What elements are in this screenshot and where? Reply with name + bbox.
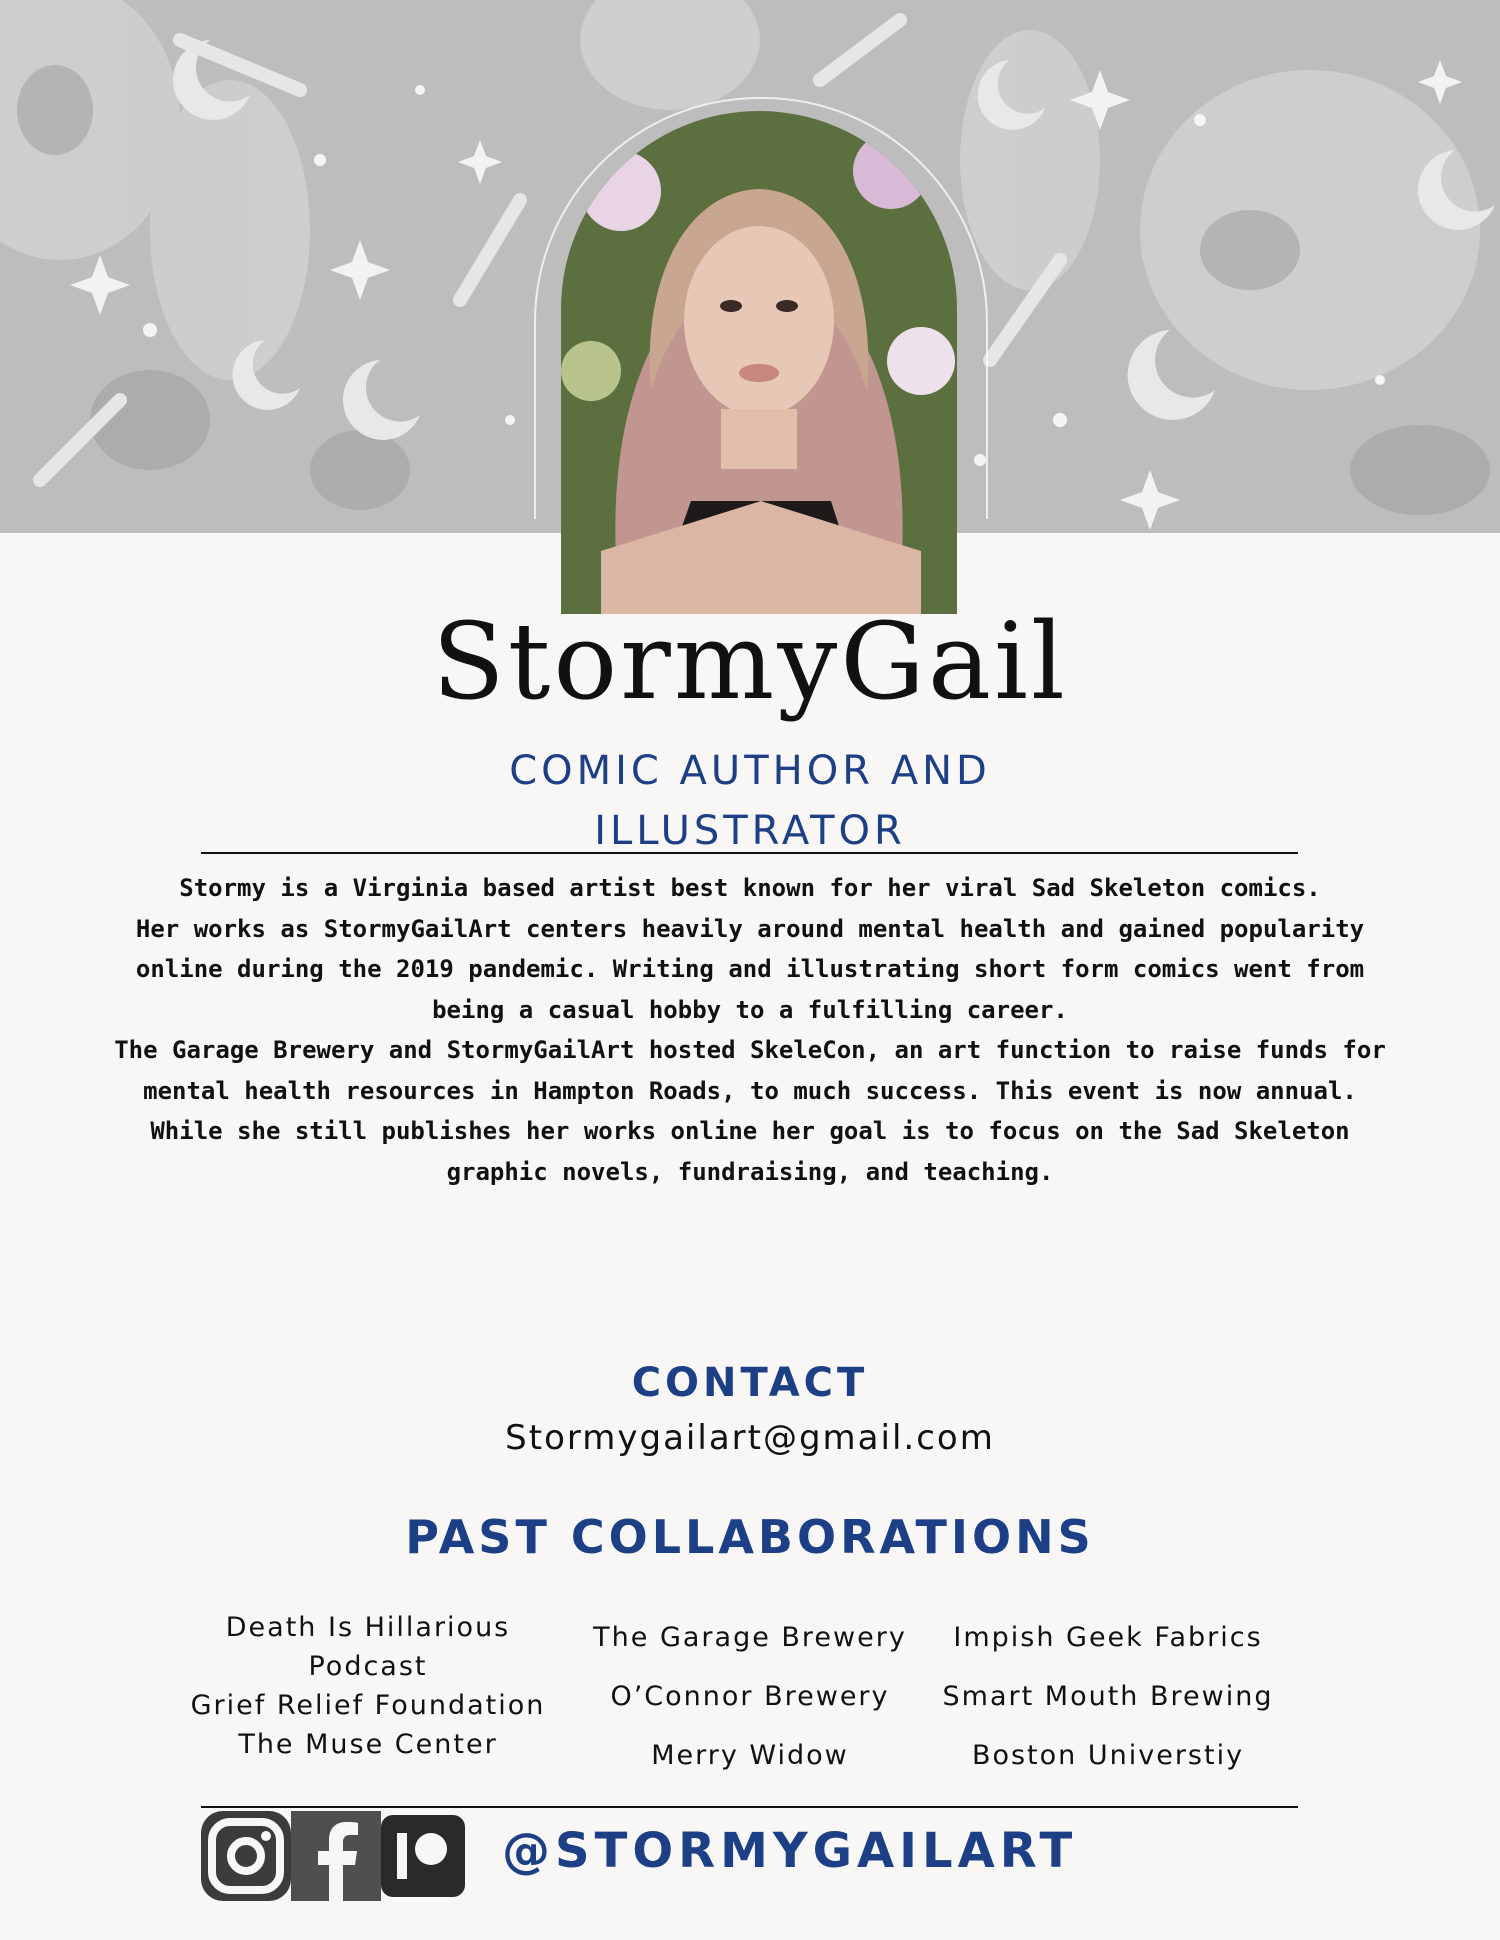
artist-title-line-2: ILLUSTRATOR	[594, 808, 906, 854]
social-handle[interactable]: @STORMYGAILART	[502, 1823, 1078, 1879]
facebook-icon[interactable]	[291, 1811, 381, 1901]
bio-paragraph: The Garage Brewery and StormyGailArt hosted SkeleCon, an art function to raise funds for mental health resources in Hampton Roads, to much success. This event is now annual.	[114, 1036, 1386, 1105]
collaborations-column-1	[168, 1608, 568, 1764]
collaboration-item: The Muse Center	[238, 1729, 498, 1760]
collaborations-column-3	[908, 1608, 1308, 1785]
artist-title-line-1: COMIC AUTHOR AND	[509, 748, 991, 794]
collaboration-item: The Garage Brewery	[593, 1622, 907, 1653]
collaboration-item: Boston Universtiy	[971, 1740, 1245, 1771]
contact-heading: CONTACT	[631, 1360, 869, 1406]
collaboration-item: Death Is Hillarious Podcast	[225, 1612, 511, 1682]
collaboration-item: Merry Widow	[651, 1740, 849, 1771]
divider-top	[201, 852, 1298, 854]
contact-email[interactable]: Stormygailart@gmail.com	[505, 1418, 995, 1458]
collaboration-item: O’Connor Brewery	[610, 1681, 890, 1712]
collaboration-item: Smart Mouth Brewing	[942, 1681, 1274, 1712]
divider-bottom	[201, 1806, 1298, 1808]
artist-name: StormyGail	[432, 600, 1068, 723]
artist-title	[0, 741, 1500, 861]
bio-paragraph: Her works as StormyGailArt centers heavily around mental health and gained popularity online during the 2019 pandemic. Writing and illustrating short form comics went from being a casual hobby to a fulfilling career.	[135, 914, 1365, 1024]
instagram-icon[interactable]	[201, 1811, 291, 1901]
bio-paragraph: Stormy is a Virginia based artist best known for her viral Sad Skeleton comics.	[179, 874, 1321, 902]
bio-text	[100, 868, 1400, 1192]
collaboration-item: Grief Relief Foundation	[190, 1690, 546, 1721]
patreon-icon[interactable]	[381, 1811, 467, 1901]
collaborations-column-2	[550, 1608, 950, 1785]
collaborations-heading: PAST COLLABORATIONS	[405, 1510, 1095, 1564]
bio-paragraph: While she still publishes her works online her goal is to focus on the Sad Skeleton graphic novels, fundraising, and teaching.	[150, 1117, 1350, 1186]
portrait-photo	[561, 111, 957, 614]
collaboration-item: Impish Geek Fabrics	[953, 1622, 1263, 1653]
